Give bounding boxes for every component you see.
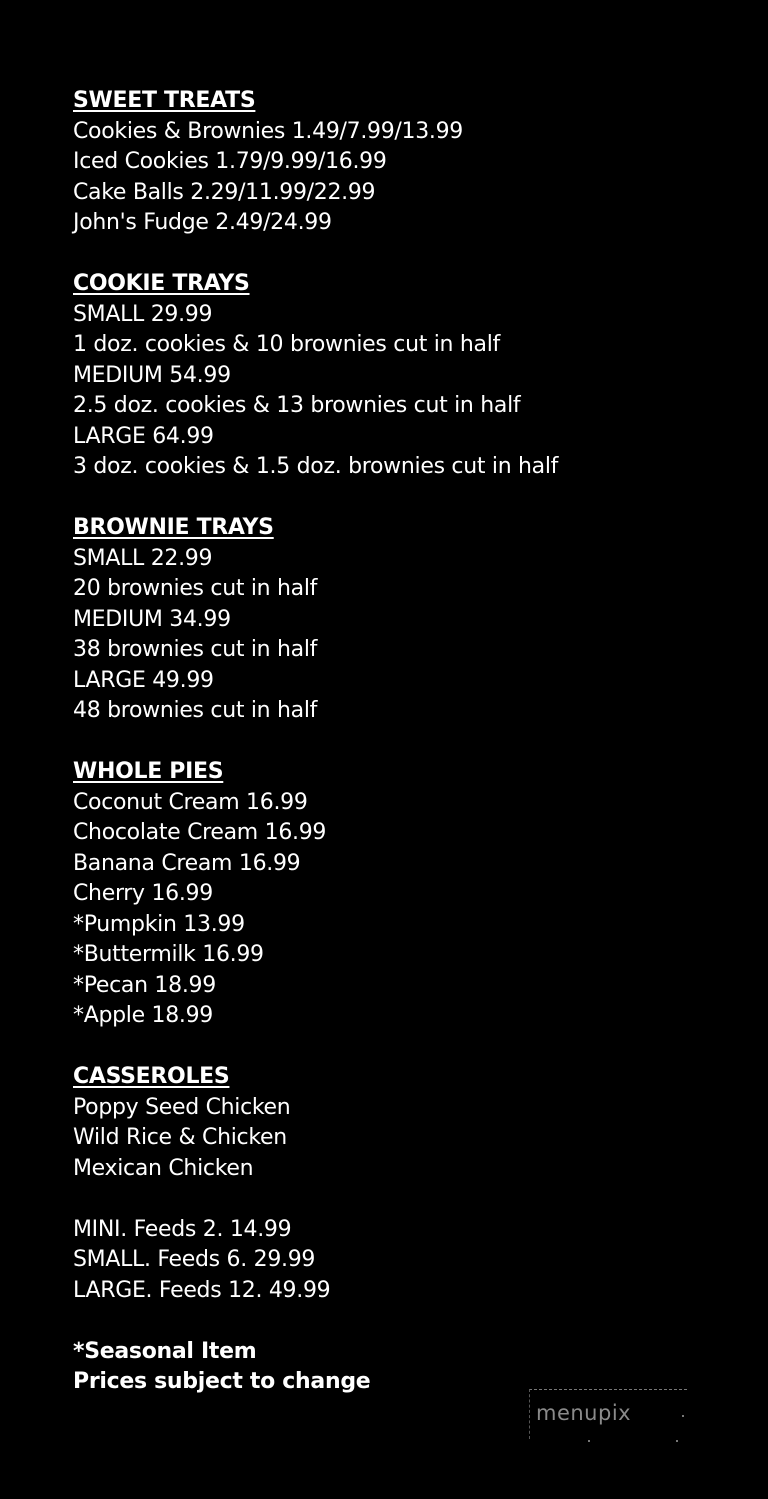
menu-item: Banana Cream 16.99 (73, 850, 301, 876)
menu-item: Cherry 16.99 (73, 881, 213, 906)
menu-item: Mexican Chicken (73, 1155, 254, 1181)
menu-item: SMALL 29.99 (73, 301, 213, 327)
menu-item-description: 38 brownies cut in half (73, 637, 318, 662)
section-brownie-trays (73, 513, 713, 727)
menu-item-description: 48 brownies cut in half (73, 698, 318, 723)
section-cookie-trays (73, 269, 713, 483)
menu-item-description: 1 doz. cookies & 10 brownies cut in half (73, 332, 500, 357)
section-heading: WHOLE PIES (73, 759, 224, 784)
spacer (73, 1184, 713, 1215)
menu-item: *Pumpkin 13.99 (73, 911, 245, 937)
casserole-size: SMALL. Feeds 6. 29.99 (73, 1247, 316, 1272)
section-heading: COOKIE TRAYS (73, 271, 250, 296)
seasonal-note: *Seasonal Item (73, 1338, 257, 1364)
menu-item: *Apple 18.99 (73, 1003, 214, 1028)
menu-item: Poppy Seed Chicken (73, 1094, 291, 1120)
section-heading: CASSEROLES (73, 1064, 230, 1089)
casserole-size: MINI. Feeds 2. 14.99 (73, 1216, 292, 1242)
watermark-dot (676, 1440, 678, 1442)
watermark-dot (588, 1440, 590, 1442)
menupix-watermark (529, 1389, 687, 1439)
price-note: Prices subject to change (73, 1369, 371, 1394)
section-whole-pies (73, 757, 713, 1032)
menu-item: LARGE 49.99 (73, 667, 214, 693)
watermark-logo-text: menupix (536, 1401, 632, 1425)
menu-item: Cake Balls 2.29/11.99/22.99 (73, 179, 376, 205)
menu-item: *Pecan 18.99 (73, 972, 216, 998)
menu-item: John's Fudge 2.49/24.99 (73, 210, 332, 235)
menu-page (73, 86, 713, 1428)
menu-item: Coconut Cream 16.99 (73, 789, 308, 815)
menu-item: Iced Cookies 1.79/9.99/16.99 (73, 149, 387, 174)
menu-item: Cookies & Brownies 1.49/7.99/13.99 (73, 118, 464, 144)
section-sweet-treats (73, 86, 713, 239)
menu-item: LARGE 64.99 (73, 423, 214, 449)
section-casseroles (73, 1062, 713, 1306)
section-heading: BROWNIE TRAYS (73, 515, 274, 540)
menu-item-description: 2.5 doz. cookies & 13 brownies cut in half (73, 393, 521, 418)
section-heading: SWEET TREATS (73, 88, 256, 113)
casserole-size: LARGE. Feeds 12. 49.99 (73, 1277, 331, 1303)
menu-item: Wild Rice & Chicken (73, 1125, 287, 1150)
menu-item: MEDIUM 34.99 (73, 606, 231, 632)
menu-item-description: 20 brownies cut in half (73, 576, 318, 601)
menu-item: MEDIUM 54.99 (73, 362, 231, 388)
watermark-dot (682, 1415, 684, 1417)
menu-item-description: 3 doz. cookies & 1.5 doz. brownies cut in half (73, 454, 559, 479)
menu-item: Chocolate Cream 16.99 (73, 820, 327, 845)
menu-item: *Buttermilk 16.99 (73, 942, 264, 967)
menu-item: SMALL 22.99 (73, 545, 213, 571)
